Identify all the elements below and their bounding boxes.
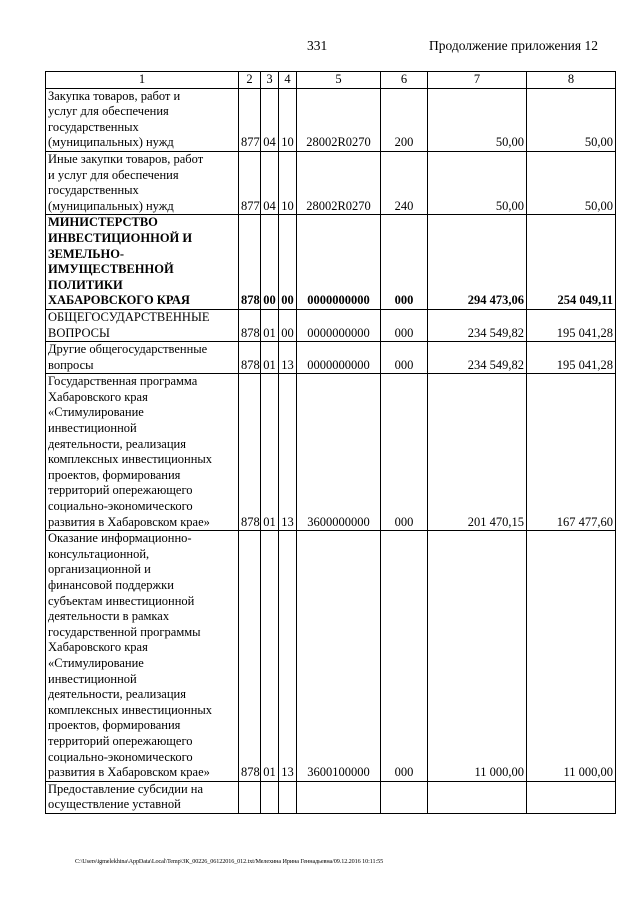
- subsection-code-cell: 00: [279, 215, 297, 310]
- table-row: [46, 531, 616, 782]
- amount-cell: [527, 781, 616, 813]
- row-name-line: социально-экономического: [48, 749, 193, 764]
- header-cell: 5: [297, 72, 381, 89]
- row-name-line: ВОПРОСЫ: [48, 325, 110, 340]
- row-name-line: субъектам инвестиционной: [48, 593, 195, 608]
- amount-cell: 201 470,15: [428, 374, 527, 531]
- ministry-code-cell: 878: [239, 531, 261, 782]
- row-name-line: Хабаровского края: [48, 640, 148, 655]
- row-name-line: Оказание информационно-: [48, 531, 192, 546]
- row-name-line: ПОЛИТИКИ: [48, 277, 123, 292]
- target-code-cell: 28002R0270: [297, 88, 381, 151]
- header-cell: 4: [279, 72, 297, 89]
- table-row: [46, 151, 616, 214]
- row-name-cell: [46, 781, 239, 813]
- row-name-line: осуществление уставной: [48, 797, 181, 812]
- row-name-line: государственных: [48, 119, 139, 134]
- row-name-cell: [46, 215, 239, 310]
- section-code-cell: [261, 781, 279, 813]
- row-name-cell: [46, 309, 239, 341]
- target-code-cell: 0000000000: [297, 309, 381, 341]
- row-name-line: МИНИСТЕРСТВО: [48, 215, 158, 230]
- file-path-footer: C:\Users\igmelekhina\AppData\Local\Temp\ЗК_00226_06122016_012.txt/Мелехина Ирина Геннадьевна/09.12.2016 10:11:55: [75, 858, 384, 865]
- expense-type-cell: 000: [381, 342, 428, 374]
- row-name-cell: [46, 342, 239, 374]
- page-number: 331: [307, 38, 328, 53]
- expense-type-cell: 000: [381, 374, 428, 531]
- row-name-line: консультационной,: [48, 546, 150, 561]
- row-name-line: проектов, формирования: [48, 467, 181, 482]
- row-name-cell: [46, 151, 239, 214]
- amount-cell: 50,00: [428, 88, 527, 151]
- row-name-line: (муниципальных) нужд: [48, 135, 174, 150]
- row-name-line: развития в Хабаровском крае»: [48, 765, 210, 780]
- row-name-line: вопросы: [48, 357, 94, 372]
- amount-cell: 11 000,00: [428, 531, 527, 782]
- ministry-code-cell: 878: [239, 309, 261, 341]
- row-name-line: территорий опережающего: [48, 733, 193, 748]
- row-name-line: ХАБАРОВСКОГО КРАЯ: [48, 293, 190, 308]
- table-row: [46, 88, 616, 151]
- header-cell: 3: [261, 72, 279, 89]
- amount-cell: 254 049,11: [527, 215, 616, 310]
- expense-type-cell: 000: [381, 531, 428, 782]
- row-name-line: Предоставление субсидии на: [48, 781, 204, 796]
- section-code-cell: 01: [261, 531, 279, 782]
- row-name-line: «Стимулирование: [48, 405, 144, 420]
- ministry-code-cell: 878: [239, 215, 261, 310]
- row-name-cell: [46, 374, 239, 531]
- row-name-line: ИМУЩЕСТВЕННОЙ: [48, 262, 174, 277]
- expense-type-cell: 000: [381, 309, 428, 341]
- row-name-line: государственной программы: [48, 624, 201, 639]
- amount-cell: 50,00: [527, 151, 616, 214]
- amount-cell: 50,00: [527, 88, 616, 151]
- subsection-code-cell: 10: [279, 151, 297, 214]
- row-name-line: проектов, формирования: [48, 718, 181, 733]
- table-row: [46, 374, 616, 531]
- expense-type-cell: [381, 781, 428, 813]
- row-name-line: государственных: [48, 183, 139, 198]
- row-name-line: комплексных инвестиционных: [48, 702, 213, 717]
- header-cell: 1: [46, 72, 239, 89]
- section-code-cell: 04: [261, 88, 279, 151]
- subsection-code-cell: 13: [279, 342, 297, 374]
- ministry-code-cell: 878: [239, 374, 261, 531]
- row-name-line: (муниципальных) нужд: [48, 198, 174, 213]
- subsection-code-cell: 13: [279, 374, 297, 531]
- amount-cell: 294 473,06: [428, 215, 527, 310]
- ministry-code-cell: 878: [239, 342, 261, 374]
- row-name-line: Другие общегосударственные: [48, 342, 208, 357]
- row-name-line: территорий опережающего: [48, 483, 193, 498]
- target-code-cell: 3600000000: [297, 374, 381, 531]
- expense-type-cell: 240: [381, 151, 428, 214]
- row-name-line: деятельности в рамках: [48, 609, 170, 624]
- row-name-line: социально-экономического: [48, 499, 193, 514]
- header-cell: 2: [239, 72, 261, 89]
- amount-cell: 11 000,00: [527, 531, 616, 782]
- row-name-line: Закупка товаров, работ и: [48, 88, 181, 103]
- section-code-cell: 04: [261, 151, 279, 214]
- header-row: [46, 72, 616, 89]
- row-name-line: услуг для обеспечения: [48, 104, 169, 119]
- row-name-line: деятельности, реализация: [48, 687, 186, 702]
- row-name-line: и услуг для обеспечения: [48, 167, 179, 182]
- row-name-line: ЗЕМЕЛЬНО-: [48, 246, 125, 261]
- row-name-line: Хабаровского края: [48, 389, 148, 404]
- amount-cell: 195 041,28: [527, 309, 616, 341]
- row-name-line: Иные закупки товаров, работ: [48, 151, 204, 166]
- ministry-code-cell: [239, 781, 261, 813]
- subsection-code-cell: 13: [279, 531, 297, 782]
- target-code-cell: 28002R0270: [297, 151, 381, 214]
- amount-cell: 195 041,28: [527, 342, 616, 374]
- row-name-line: комплексных инвестиционных: [48, 452, 213, 467]
- amount-cell: 234 549,82: [428, 342, 527, 374]
- amount-cell: 167 477,60: [527, 374, 616, 531]
- target-code-cell: 0000000000: [297, 342, 381, 374]
- row-name-line: Государственная программа: [48, 374, 198, 389]
- ministry-code-cell: 877: [239, 151, 261, 214]
- target-code-cell: 3600100000: [297, 531, 381, 782]
- expense-type-cell: 000: [381, 215, 428, 310]
- target-code-cell: 0000000000: [297, 215, 381, 310]
- header-cell: 6: [381, 72, 428, 89]
- header-cell: 8: [527, 72, 616, 89]
- row-name-line: организационной и: [48, 562, 151, 577]
- row-name-line: «Стимулирование: [48, 655, 144, 670]
- row-name-line: инвестиционной: [48, 671, 137, 686]
- expense-type-cell: 200: [381, 88, 428, 151]
- section-code-cell: 01: [261, 309, 279, 341]
- row-name-line: финансовой поддержки: [48, 578, 174, 592]
- table-row: [46, 781, 616, 813]
- table-row: [46, 309, 616, 341]
- header-cell: 7: [428, 72, 527, 89]
- section-code-cell: 01: [261, 342, 279, 374]
- row-name-line: ИНВЕСТИЦИОННОЙ И: [48, 230, 193, 245]
- subsection-code-cell: 10: [279, 88, 297, 151]
- row-name-cell: [46, 531, 239, 782]
- amount-cell: [428, 781, 527, 813]
- subsection-code-cell: 00: [279, 309, 297, 341]
- row-name-line: развития в Хабаровском крае»: [48, 514, 210, 529]
- section-code-cell: 01: [261, 374, 279, 531]
- ministry-code-cell: 877: [239, 88, 261, 151]
- row-name-cell: [46, 88, 239, 151]
- table-row: [46, 215, 616, 310]
- row-name-line: деятельности, реализация: [48, 436, 186, 451]
- section-code-cell: 00: [261, 215, 279, 310]
- table-row: [46, 342, 616, 374]
- row-name-line: ОБЩЕГОСУДАРСТВЕННЫЕ: [48, 309, 210, 324]
- target-code-cell: [297, 781, 381, 813]
- amount-cell: 50,00: [428, 151, 527, 214]
- table-body: [46, 72, 616, 814]
- row-name-line: инвестиционной: [48, 421, 137, 436]
- continuation-label: Продолжение приложения 12: [428, 38, 598, 53]
- amount-cell: 234 549,82: [428, 309, 527, 341]
- subsection-code-cell: [279, 781, 297, 813]
- budget-table: [45, 71, 616, 814]
